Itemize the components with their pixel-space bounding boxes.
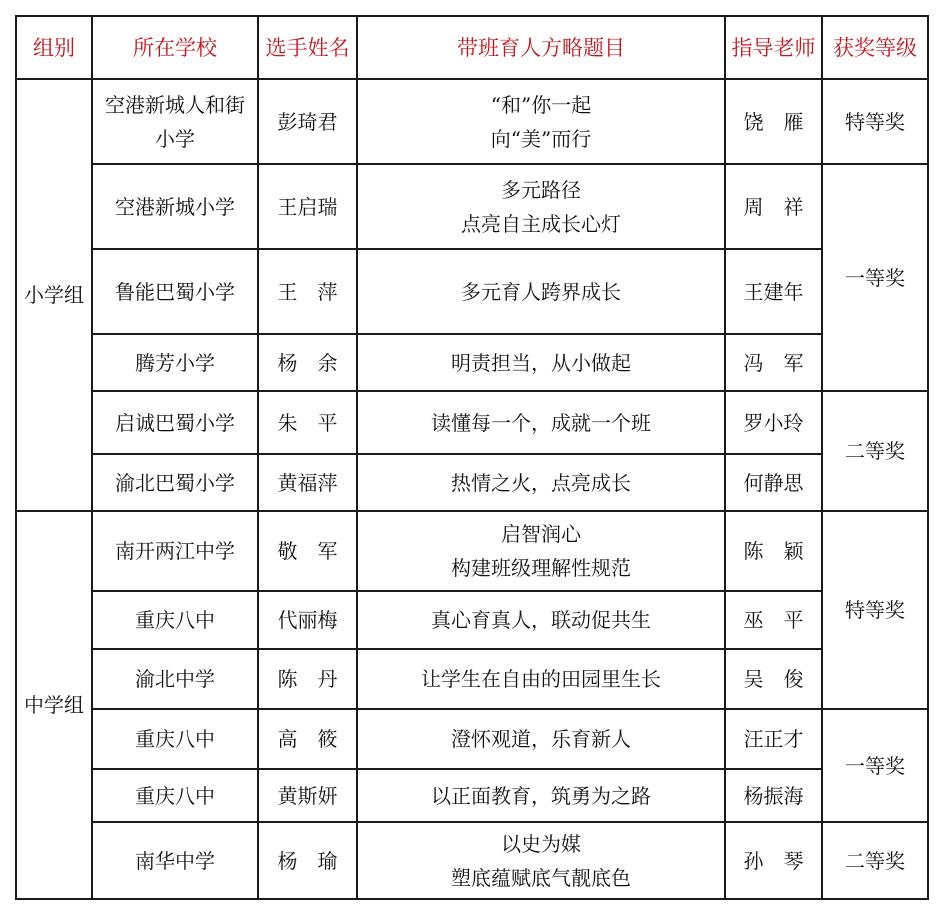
header-school: 所在学校 xyxy=(92,16,258,79)
title-cell: 让学生在自由的田园里生长 xyxy=(357,649,725,709)
table-row xyxy=(16,454,928,511)
name-cell: 朱 平 xyxy=(258,391,357,454)
title-line: 塑底蕴赋底气靓底色 xyxy=(451,865,631,890)
header-title: 带班育人方略题目 xyxy=(357,16,725,79)
teacher-cell: 吴 俊 xyxy=(725,649,822,709)
school-cell: 腾芳小学 xyxy=(92,334,258,391)
school-cell: 南华中学 xyxy=(92,822,258,899)
teacher-cell: 巫 平 xyxy=(725,591,822,649)
school-cell: 空港新城小学 xyxy=(92,164,258,249)
title-line: 构建班级理解性规范 xyxy=(451,556,631,580)
teacher-cell: 周 祥 xyxy=(725,164,822,249)
table-row xyxy=(16,769,928,822)
title-cell: 明责担当，从小做起 xyxy=(357,334,725,391)
table-row xyxy=(16,79,928,164)
table-row xyxy=(16,249,928,334)
group-cell: 中学组 xyxy=(16,511,92,899)
school-cell: 鲁能巴蜀小学 xyxy=(92,249,258,334)
award-cell: 二等奖 xyxy=(822,391,928,511)
school-cell: 重庆八中 xyxy=(92,591,258,649)
school-cell: 重庆八中 xyxy=(92,769,258,822)
school-cell: 渝北中学 xyxy=(92,649,258,709)
title-cell xyxy=(357,822,725,899)
title-cell: 读懂每一个，成就一个班 xyxy=(357,391,725,454)
title-line: 点亮自主成长心灯 xyxy=(461,211,621,236)
teacher-cell: 陈 颖 xyxy=(725,511,822,591)
name-cell: 陈 丹 xyxy=(258,649,357,709)
header-teacher: 指导老师 xyxy=(725,16,822,79)
teacher-cell: 何静思 xyxy=(725,454,822,511)
school-cell xyxy=(92,79,258,164)
name-cell: 彭琦君 xyxy=(258,79,357,164)
school-cell: 渝北巴蜀小学 xyxy=(92,454,258,511)
award-cell: 一等奖 xyxy=(822,709,928,822)
teacher-cell: 汪正才 xyxy=(725,709,822,769)
award-cell: 特等奖 xyxy=(822,511,928,709)
school-cell: 南开两江中学 xyxy=(92,511,258,591)
name-cell: 高 筱 xyxy=(258,709,357,769)
title-cell: 澄怀观道，乐育新人 xyxy=(357,709,725,769)
title-line: 启智润心 xyxy=(501,522,581,546)
title-line: “和”你一起 xyxy=(490,92,592,117)
teacher-cell: 冯 军 xyxy=(725,334,822,391)
table-row xyxy=(16,649,928,709)
table-row xyxy=(16,391,928,454)
name-cell: 王启瑞 xyxy=(258,164,357,249)
teacher-cell: 罗小玲 xyxy=(725,391,822,454)
name-cell: 王 萍 xyxy=(258,249,357,334)
title-line: 向“美”而行 xyxy=(490,126,592,151)
teacher-cell: 杨振海 xyxy=(725,769,822,822)
table-row xyxy=(16,709,928,769)
school-cell: 启诚巴蜀小学 xyxy=(92,391,258,454)
name-cell: 杨 余 xyxy=(258,334,357,391)
title-line: 多元路径 xyxy=(501,177,581,202)
school-line: 空港新城人和街 xyxy=(105,92,245,117)
award-list-sheet xyxy=(15,15,927,900)
title-cell xyxy=(357,164,725,249)
header-award: 获奖等级 xyxy=(822,16,928,79)
school-cell: 重庆八中 xyxy=(92,709,258,769)
teacher-cell: 王建年 xyxy=(725,249,822,334)
title-cell xyxy=(357,511,725,591)
header-group: 组别 xyxy=(16,16,92,79)
header-contestant: 选手姓名 xyxy=(258,16,357,79)
school-line: 小学 xyxy=(155,126,195,151)
award-table xyxy=(15,15,929,900)
teacher-cell: 孙 琴 xyxy=(725,822,822,899)
title-cell: 多元育人跨界成长 xyxy=(357,249,725,334)
teacher-cell: 饶 雁 xyxy=(725,79,822,164)
title-line: 以史为媒 xyxy=(501,831,581,856)
name-cell: 敬 军 xyxy=(258,511,357,591)
name-cell: 黄福萍 xyxy=(258,454,357,511)
title-cell xyxy=(357,79,725,164)
title-cell: 真心育真人，联动促共生 xyxy=(357,591,725,649)
header-row xyxy=(16,16,928,79)
table-row xyxy=(16,591,928,649)
name-cell: 杨 瑜 xyxy=(258,822,357,899)
name-cell: 代丽梅 xyxy=(258,591,357,649)
table-row xyxy=(16,822,928,899)
award-cell: 二等奖 xyxy=(822,822,928,899)
title-cell: 热情之火，点亮成长 xyxy=(357,454,725,511)
table-row xyxy=(16,511,928,591)
table-row xyxy=(16,164,928,249)
name-cell: 黄斯妍 xyxy=(258,769,357,822)
award-cell: 特等奖 xyxy=(822,79,928,164)
table-row xyxy=(16,334,928,391)
title-cell: 以正面教育，筑勇为之路 xyxy=(357,769,725,822)
award-cell: 一等奖 xyxy=(822,164,928,391)
group-cell: 小学组 xyxy=(16,79,92,511)
